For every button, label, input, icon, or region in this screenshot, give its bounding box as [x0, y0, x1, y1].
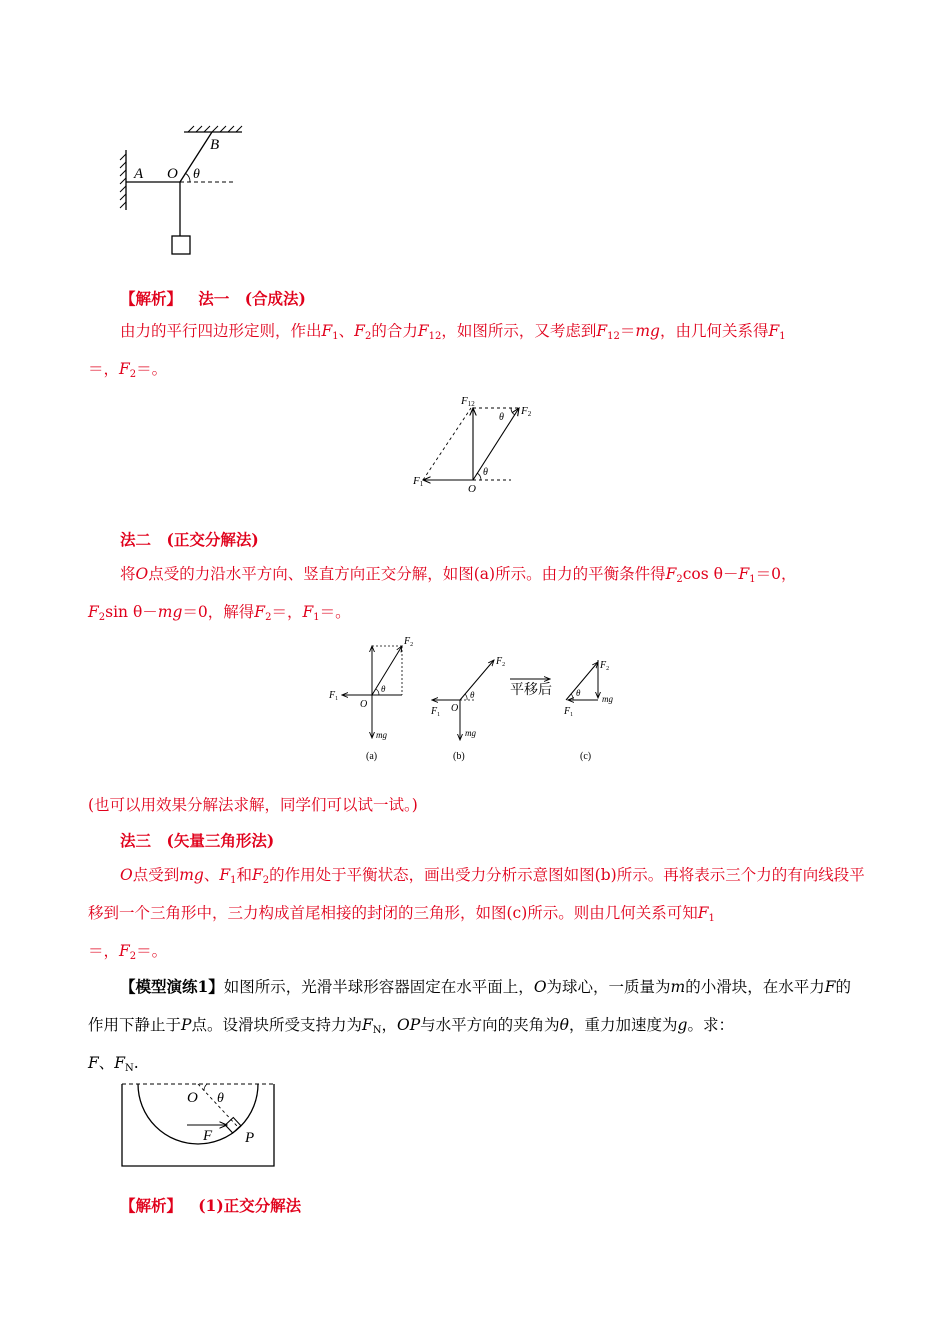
label-A: A [134, 166, 144, 182]
svg-text:(a): (a) [366, 751, 378, 762]
exercise-tag: 【模型演练1】 [120, 977, 224, 996]
label-theta: θ [217, 1091, 224, 1106]
label-F2: F2 [521, 405, 532, 418]
svg-text:F2: $F_2$ [600, 660, 610, 672]
svg-text:θ: θ [576, 688, 581, 698]
solution-heading: 【解析】 法一 (合成法) [120, 289, 306, 308]
label-theta-top: θ [499, 412, 504, 423]
method3-paragraph: O点受到mg、$F_1$和$F_2$的作用处于平衡状态，画出受力分析示意图如图(b)所示。再将表示三个力的有向线段平移到一个三角形中，三力构成首尾相接的封闭的三角形，如图(c)所示。则由几何关系可知$F_1$ ＝，$F_2=$。 [88, 866, 865, 962]
exercise-paragraph: 【模型演练1】如图所示，光滑半球形容器固定在水平面上，O为球心，一质量为m的小滑块，在水平力F的作用下静止于P点。设滑块所受支持力为$F_N$，OP与水平方向的夹角为θ，重力加速度为g。求： F、$F_N$. [88, 977, 852, 1074]
label-O: O [167, 166, 178, 182]
label-O: O [187, 1090, 198, 1106]
method1-paragraph: 由力的平行四边形定则，作出$F_1$、$F_2$的合力$F_{12}$，如图所示，又考虑到$F_{12}=mg$，由几何关系得$F_1$ ＝，$F_2=$。 [88, 322, 786, 380]
figure-hemisphere-bowl [115, 1076, 283, 1172]
method2-heading: 法二 (正交分解法) [120, 530, 259, 549]
label-theta: θ [483, 467, 488, 478]
svg-text:F1: $F_1$ [431, 706, 441, 718]
diagram-a [328, 636, 413, 762]
figure-parallelogram [405, 390, 545, 495]
svg-text:mg: mg [602, 694, 613, 704]
diagram-c [563, 660, 613, 762]
svg-text:mg: mg [465, 728, 476, 738]
svg-text:(b): (b) [453, 751, 465, 762]
svg-text:θ: θ [381, 684, 386, 694]
svg-text:F1: $F_1$ [564, 706, 574, 718]
label-F: F [203, 1128, 213, 1144]
label-F1: F1 [413, 475, 424, 488]
svg-text:F2: $F_2$ [496, 656, 506, 668]
svg-text:mg: mg [376, 730, 387, 740]
svg-text:平移后: 平移后 [510, 682, 552, 698]
solution2-heading: 【解析】 (1)正交分解法 [120, 1196, 302, 1215]
svg-text:θ: θ [470, 690, 475, 700]
label-P: P [245, 1130, 255, 1146]
note-text: (也可以用效果分解法求解，同学们可以试一试。) [88, 796, 418, 814]
svg-text:O: O [451, 703, 459, 714]
method2-paragraph: 将O点受的力沿水平方向、竖直方向正交分解，如图(a)所示。由力的平衡条件得$F_2\cos$ $\theta-F_1=0$， $F_2\sin$ θ－mg＝0，解得$F_2=$，$F_1=$。 [88, 565, 797, 623]
label-B: B [210, 137, 220, 153]
diagram-b [430, 656, 505, 762]
shift-arrow [510, 679, 552, 698]
svg-text:O: O [360, 699, 368, 710]
svg-text:F1: $F_1$ [329, 690, 339, 702]
figure-rope-hanging-mass [110, 122, 260, 262]
label-theta: θ [193, 167, 200, 182]
svg-text:F2: $F_2$ [404, 636, 414, 648]
label-O: O [468, 483, 476, 495]
figure-force-decomposition [320, 630, 630, 770]
label-F12: F12 [461, 395, 475, 408]
svg-text:(c): (c) [580, 751, 592, 762]
method3-heading: 法三 (矢量三角形法) [120, 831, 275, 850]
